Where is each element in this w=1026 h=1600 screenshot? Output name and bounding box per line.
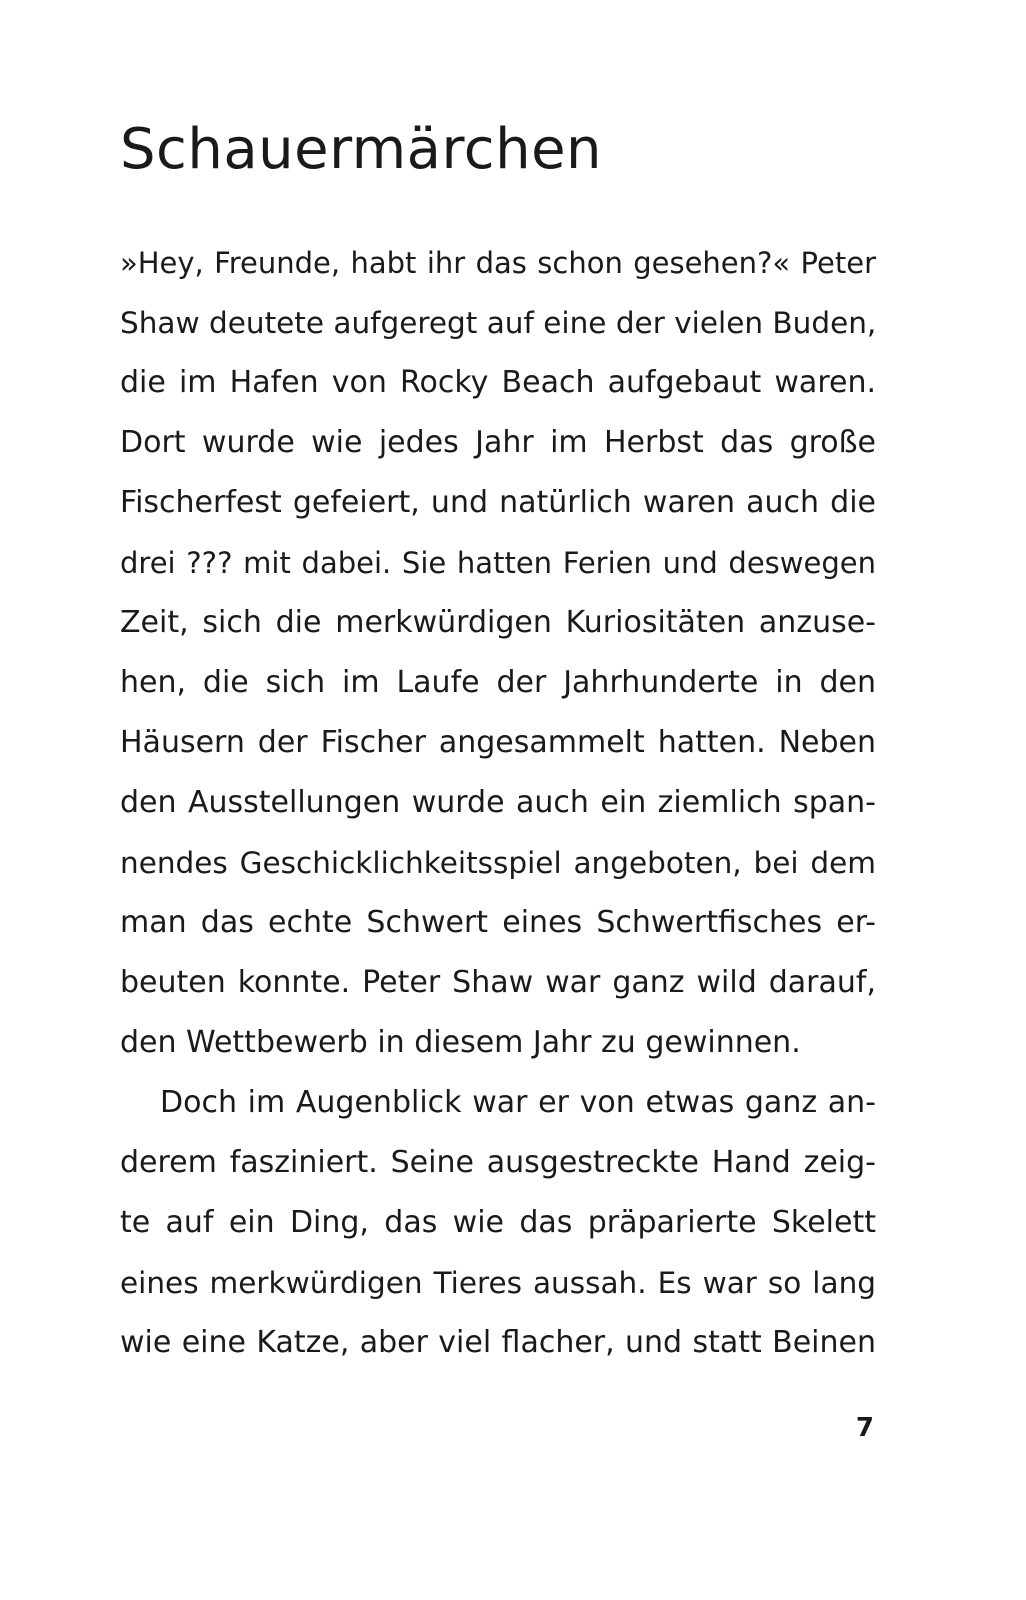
text-line: Dort wurde wie jedes Jahr im Herbst das große: [120, 425, 876, 460]
text-line: die im Hafen von Rocky Beach aufgebaut waren.: [120, 365, 876, 400]
text-line: den Ausstellungen wurde auch ein ziemlich span-: [120, 785, 876, 820]
text-line: derem fasziniert. Seine ausgestreckte Hand zeig-: [120, 1145, 876, 1180]
body-text: [120, 233, 876, 1373]
text-line: hen, die sich im Laufe der Jahrhunderte in den: [120, 665, 876, 700]
text-line-paragraph-end: den Wettbewerb in diesem Jahr zu gewinnen.: [120, 1025, 801, 1060]
text-line: te auf ein Ding, das wie das präparierte Skelett: [120, 1205, 876, 1240]
page-number: 7: [855, 1413, 874, 1443]
text-line: Shaw deutete aufgeregt auf eine der vielen Buden,: [120, 306, 877, 340]
chapter-title: Schauermärchen: [120, 117, 603, 182]
text-line-paragraph-start: Doch im Augenblick war er von etwas ganz an-: [160, 1085, 876, 1120]
text-line: wie eine Katze, aber viel flacher, und statt Beinen: [120, 1325, 876, 1360]
text-line: man das echte Schwert eines Schwertfisches er-: [120, 905, 876, 940]
text-line: Fischerfest gefeiert, und natürlich waren auch die: [120, 485, 876, 520]
text-line: nendes Geschicklichkeitsspiel angeboten, bei dem: [120, 846, 876, 880]
text-line: »Hey, Freunde, habt ihr das schon gesehen?« Peter: [120, 246, 876, 280]
text-line: eines merkwürdigen Tieres aussah. Es war so lang: [120, 1266, 876, 1300]
text-line: Zeit, sich die merkwürdigen Kuriositäten anzuse-: [120, 605, 876, 640]
text-line: drei ??? mit dabei. Sie hatten Ferien und deswegen: [120, 546, 876, 580]
text-line: beuten konnte. Peter Shaw war ganz wild darauf,: [120, 965, 876, 1000]
text-line: Häusern der Fischer angesammelt hatten. Neben: [120, 725, 876, 760]
